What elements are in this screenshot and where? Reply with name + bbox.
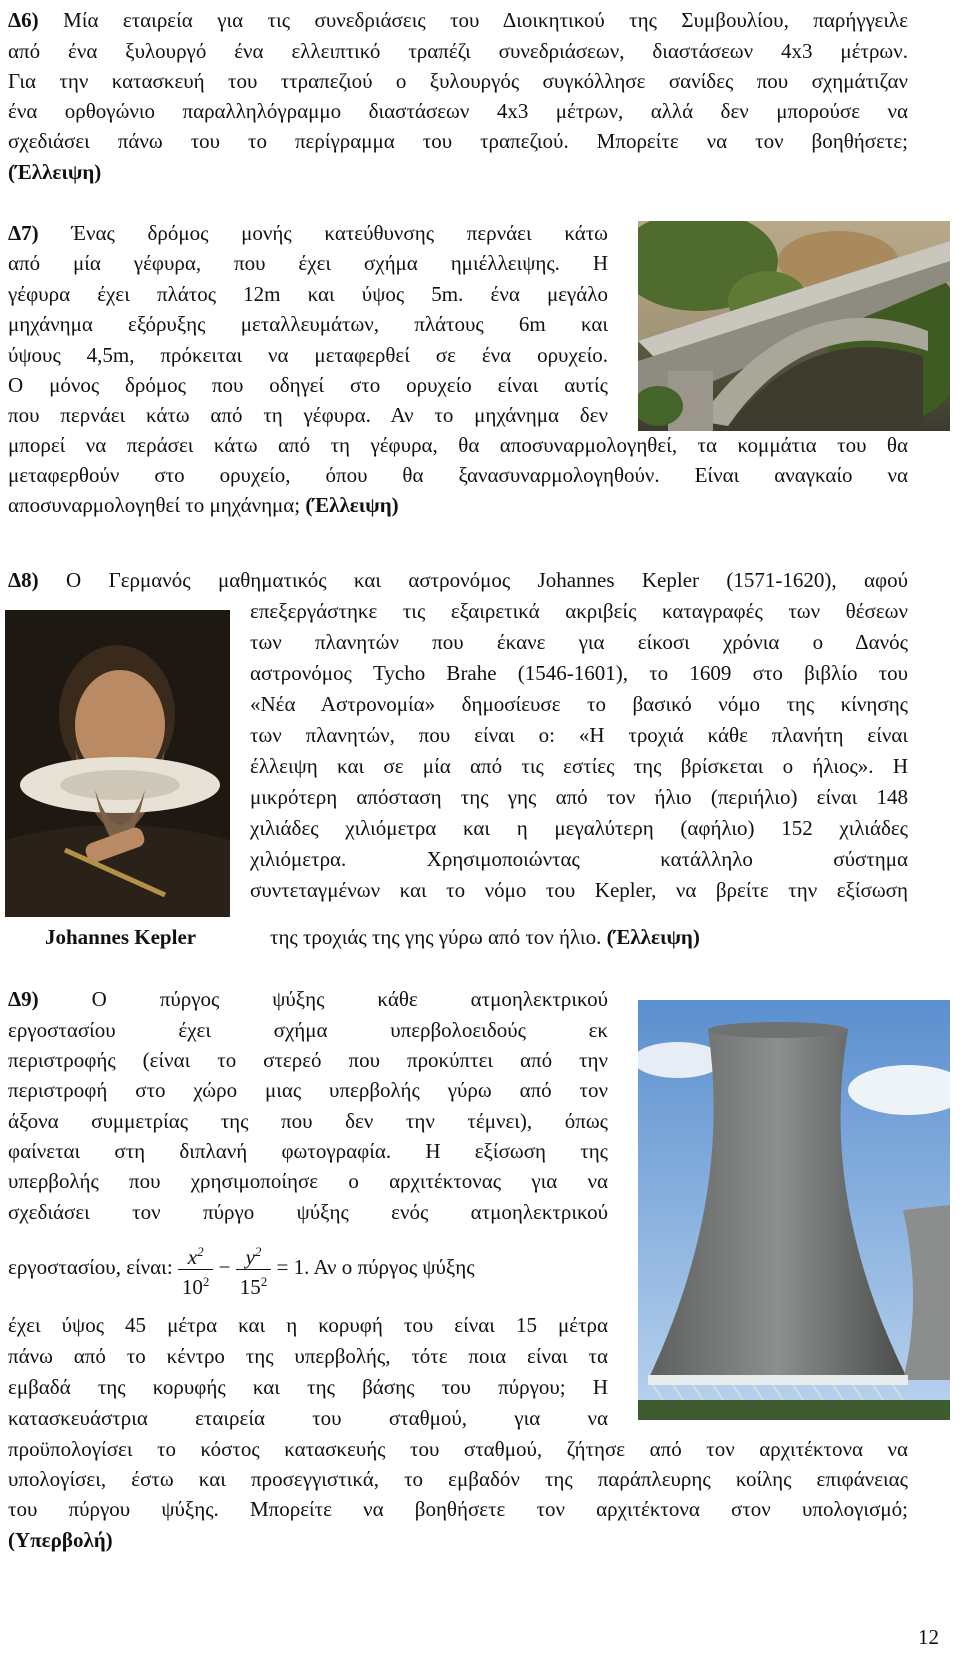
d9-line-15: του πύργου ψύξης. Μπορείτε να βοηθήσετε τον αρχιτέκτονα στον υπολογισμό; [8, 1497, 908, 1521]
d9-label: Δ9) [8, 987, 39, 1011]
d8-line-4: αστρονόμος Tycho Brahe (1546-1601), το 1609 στο βιβλίο του [250, 661, 908, 685]
d7-line-2: από μία γέφυρα, που έχει σχήμα ημιέλλειψης. Η [8, 251, 608, 275]
d9-equation-line: εργοστασίου, είναι: $\frac{x^2}{10^2}$ − $\frac{y^2}{15^2}$ = 1. Αν ο πύργος ψύξης [8, 1236, 475, 1298]
d7-line-1: Δ7) Ένας δρόμος μονής κατεύθυνσης περνάει κάτω [8, 221, 608, 245]
d9-line-2: εργοστασίου έχει σχήμα υπερβολοειδούς εκ [8, 1018, 608, 1042]
d9-line-5: άξονα συμμετρίας της που δεν την τέμνει), όπως [8, 1109, 608, 1133]
d9-tag: (Υπερβολή) [8, 1528, 113, 1552]
d6-line-4: ένα ορθογώνιο παραλληλόγραμμο διαστάσεων 4x3 μέτρων, αλλά δεν μπορούσε να [8, 99, 908, 123]
d9-line-8: σχεδιάσει τον πύργο ψύξης ενός ατμοηλεκτρικού [8, 1200, 608, 1224]
d9-line-14: υπολογίσει, έστω και προσεγγιστικά, το εμβαδόν της παράπλευρης κοίλης επιφάνειας [8, 1467, 908, 1491]
d8-line-8: μικρότερη απόσταση της γης από τον ήλιο (περιήλιο) είναι 148 [250, 785, 908, 809]
d6-line-1: Δ6) Μία εταιρεία για τις συνεδριάσεις του Διοικητικού της Συμβουλίου, παρήγγειλε [8, 8, 909, 32]
d6-line-2: από ένα ξυλουργό ένα ελλειπτικό τραπέζι συνεδριάσεων, διαστάσεων 4x3 μέτρων. [8, 39, 908, 63]
d8-line-12: της τροχιάς της γης γύρω από τον ήλιο. (Έλλειψη) [270, 925, 700, 949]
bridge-photo [638, 221, 950, 431]
d9-line-9: έχει ύψος 45 μέτρα και η κορυφή του είναι 15 μέτρα [8, 1313, 608, 1337]
d7-line-5: ύψους 4,5m, πρόκειται να μεταφερθεί σε ένα ορυχείο. [8, 343, 608, 367]
d7-line-8: μπορεί να περάσει κάτω από τη γέφυρα, θα αποσυναρμολογηθεί, τα κομμάτια του θα [8, 433, 908, 457]
d7-line-7: που περνάει κάτω από τη γέφυρα. Αν το μηχάνημα δεν [8, 403, 608, 427]
d8-line-2: επεξεργάστηκε τις εξαιρετικά ακριβείς καταγραφές των θέσεων [250, 599, 908, 623]
d9-line-4: περιστροφή στο χώρο μιας υπερβολής γύρω από τον [8, 1078, 608, 1102]
d6-line-3: Για την κατασκευή του ττραπεζιού ο ξυλουργός συγκόλλησε σανίδες που σχημάτιζαν [8, 69, 908, 93]
d9-line-11: εμβαδά της κορυφής και της βάσης του πύργου; Η [8, 1375, 608, 1399]
kepler-portrait [5, 610, 230, 917]
d8-line-1: Δ8) Ο Γερμανός μαθηματικός και αστρονόμος Johannes Kepler (1571-1620), αφού [8, 568, 909, 592]
d7-line-9: μεταφερθούν στο ορυχείο, όπου θα ξανασυναρμολογηθούν. Είναι αναγκαίο να [8, 463, 908, 487]
d7-line-4: μηχάνημα εξόρυξης μεταλλευμάτων, πλάτους 6m και [8, 312, 608, 336]
d8-label: Δ8) [8, 568, 39, 592]
kepler-caption: Johannes Kepler [45, 925, 197, 949]
d8-line-7: έλλειψη και σε μία από τις εστίες της βρίσκεται ο ήλιος». Η [250, 754, 908, 778]
d8-line-5: «Νέα Αστρονομία» δημοσίευσε το βασικό νόμο της κίνησης [250, 692, 908, 716]
fraction-y: $\frac{y^2}{15^2}$ [236, 1240, 272, 1299]
d6-tag: (Έλλειψη) [8, 160, 102, 184]
d7-label: Δ7) [8, 221, 39, 245]
d9-line-10: πάνω από το κέντρο της υπερβολής, τότε ποια είναι τα [8, 1344, 608, 1368]
d7-line-3: γέφυρα έχει πλάτος 12m και ύψος 5m. ένα μεγάλο [8, 282, 608, 306]
d6-line-5: σχεδιάσει πάνω του το περίγραμμα του τραπεζιού. Μπορείτε να τον βοηθήσετε; [8, 129, 908, 153]
d9-line-12: κατασκευάστρια εταιρεία του σταθμού, για να [8, 1406, 608, 1430]
d9-line-13: προϋπολογίσει το κόστος κατασκευής του σταθμού, ζήτησε από τον αρχιτέκτονα να [8, 1437, 908, 1461]
fraction-x: $\frac{x^2}{10^2}$ [178, 1240, 214, 1299]
d9-line-3: περιστροφής (είναι το στερεό που προκύπτει από την [8, 1048, 608, 1072]
d9-line-1: Δ9) Ο πύργος ψύξης κάθε ατμοηλεκτρικού [8, 987, 608, 1011]
d8-line-9: χιλιάδες χιλιόμετρα και η μεγαλύτερη (αφήλιο) 152 χιλιάδες [250, 816, 908, 840]
d9-line-6: φαίνεται στη διπλανή φωτογραφία. Η εξίσωση της [8, 1139, 608, 1163]
page-number: 12 [918, 1625, 939, 1649]
d8-line-3: των πλανητών που έκανε για είκοσι χρόνια ο Δανός [250, 630, 908, 654]
d8-line-11: συντεταγμένων και το νόμο του Kepler, να βρείτε την εξίσωση [250, 878, 908, 902]
d8-line-10: χιλιόμετρα. Χρησιμοποιώντας κατάλληλο σύστημα [250, 847, 908, 871]
d7-line-10: αποσυναρμολογηθεί το μηχάνημα; (Έλλειψη) [8, 493, 399, 517]
d9-line-7: υπερβολής που χρησιμοποίησε ο αρχιτέκτονας για να [8, 1169, 608, 1193]
cooling-tower-photo [638, 1000, 950, 1420]
d8-line-6: των πλανητών, που είναι ο: «Η τροχιά κάθε πλανήτη είναι [250, 723, 908, 747]
d7-line-6: Ο μόνος δρόμος που οδηγεί στο ορυχείο είναι αυτίς [8, 373, 608, 397]
d6-label: Δ6) [8, 8, 39, 32]
